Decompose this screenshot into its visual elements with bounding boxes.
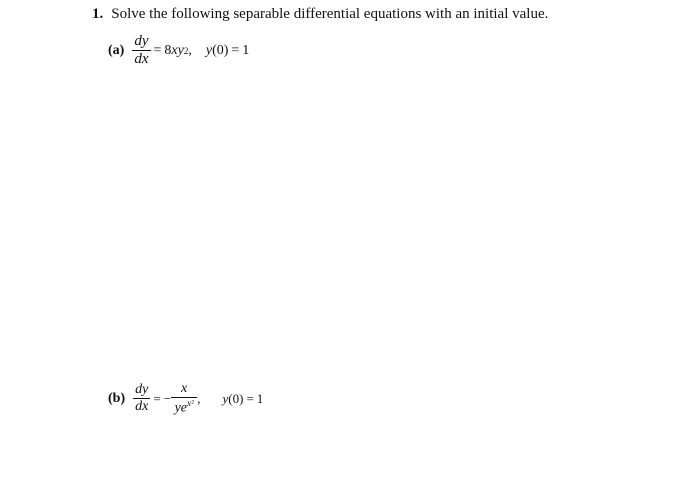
part-b-lhs-denominator: dx	[135, 399, 149, 415]
part-a-condition-func: y	[205, 42, 213, 58]
problem-number: 1.	[92, 6, 104, 22]
part-b-rhs-den-base: ye	[174, 400, 187, 416]
part-b-label: (b)	[108, 390, 126, 406]
part-a-initial-condition	[206, 43, 249, 59]
problem-heading	[92, 6, 548, 23]
part-b-condition-func: y	[222, 390, 229, 406]
part-b-lhs-numerator: dy	[135, 382, 149, 398]
part-b-equation	[108, 382, 263, 416]
part-a-rhs-exponent: 2	[183, 45, 189, 56]
part-b-separator: ,	[197, 390, 201, 406]
problem-instruction: Solve the following separable differential equations with an initial value.	[111, 6, 549, 22]
part-a-equation	[108, 34, 249, 67]
part-a-label: (a)	[108, 42, 125, 58]
part-a-lhs-denominator: dx	[134, 51, 149, 67]
part-b-rhs-den-exponent: x²	[187, 398, 194, 408]
part-a-lhs-numerator: dy	[134, 33, 149, 49]
part-b-condition-eq: =	[246, 390, 254, 406]
part-a-condition-arg: (0)	[212, 42, 229, 58]
part-b-lhs-fraction	[133, 383, 150, 414]
part-a-separator: ,	[188, 42, 192, 58]
part-b-condition-value: 1	[256, 390, 264, 406]
part-b-equals: =	[153, 390, 161, 406]
part-a-lhs-fraction	[132, 34, 150, 67]
part-a-rhs-coefficient: 8	[164, 42, 172, 58]
part-b-initial-condition	[223, 391, 264, 407]
part-b-sign: −	[163, 390, 172, 406]
part-a-condition-value: 1	[242, 42, 250, 58]
part-b-condition-arg: (0)	[228, 390, 244, 406]
part-b-rhs-fraction	[171, 382, 197, 416]
part-b-rhs-denominator	[173, 399, 196, 416]
part-a-equals: =	[153, 42, 162, 58]
part-b-rhs-numerator: x	[181, 381, 188, 396]
part-a-rhs-var: xy	[171, 42, 184, 58]
part-a-condition-eq: =	[231, 42, 240, 58]
